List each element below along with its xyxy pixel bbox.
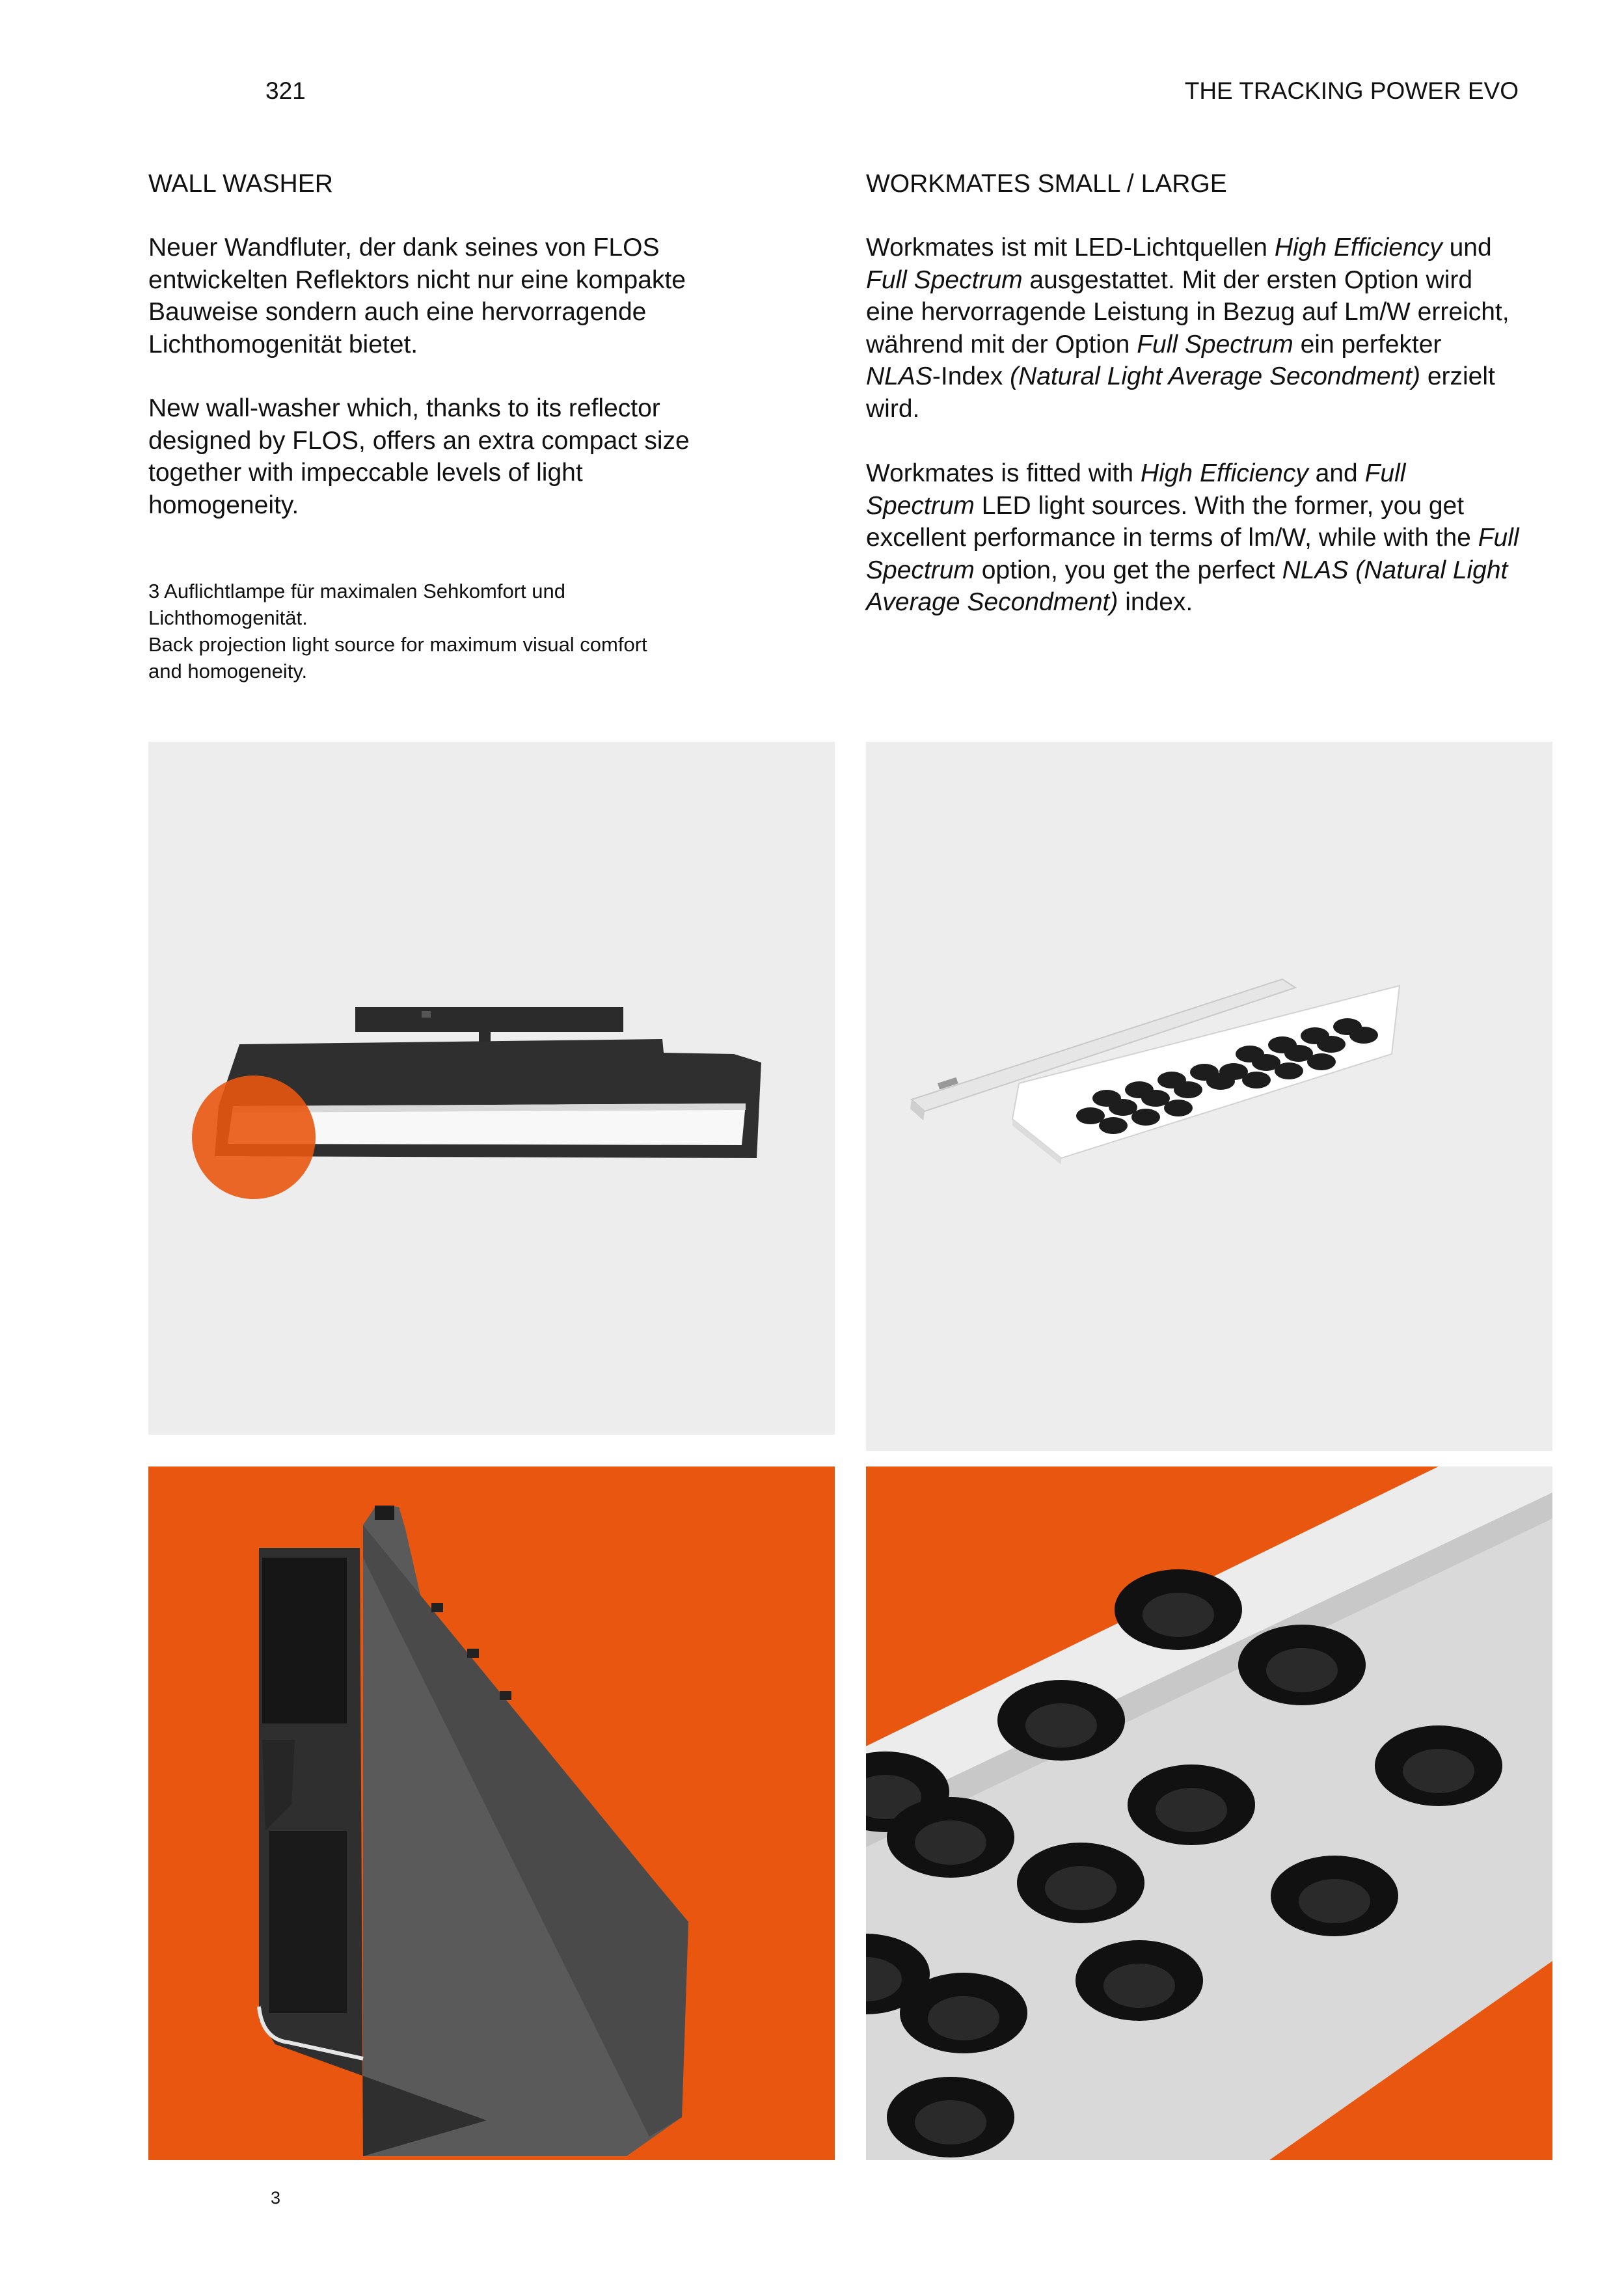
led-hole: [1174, 1081, 1202, 1098]
text-run: Workmates is fitted with: [866, 459, 1141, 487]
wall-washer-english-text: [148, 392, 701, 521]
wall-washer-illustration: [148, 742, 835, 1435]
caption-german: 3 Auflichtlampe für maximalen Sehkomfort und Lichthomogenität.: [148, 580, 565, 629]
led-lens: [1045, 1866, 1116, 1910]
text-run: NLAS (Natural Light Average Secondment): [866, 556, 1508, 616]
led-hole: [1164, 1100, 1193, 1116]
led-hole: [1275, 1062, 1303, 1079]
text-run: (Natural Light Average Secondment): [1010, 362, 1420, 390]
german-paragraph: Neuer Wandfluter, der dank seines von FLOS entwickelten Reflektors nicht nur eine kompakte Bauweise sondern auch eine hervorragende Lichthomogenität bietet.: [148, 234, 686, 358]
led-lens: [928, 1996, 999, 2040]
text-run: LED light sources. With the former, you get excellent performance in terms of lm/W, while with the: [866, 491, 1478, 552]
led-lens: [1156, 1788, 1227, 1832]
wall-washer-title: WALL WASHER: [148, 170, 333, 198]
led-lens: [1143, 1593, 1214, 1637]
workmates-photo: [866, 742, 1552, 1451]
workmates-german-text: [866, 232, 1520, 425]
closeup-illustration: [866, 1467, 1552, 2160]
led-lens: [915, 2100, 986, 2144]
led-lens: [1025, 1703, 1097, 1748]
workmates-title: WORKMATES SMALL / LARGE: [866, 170, 1227, 198]
text-run: High Efficiency: [1274, 234, 1442, 262]
text-run: option, you get the perfect: [974, 556, 1282, 584]
led-lens: [1103, 1964, 1175, 2008]
text-run: erzielt wird.: [866, 362, 1495, 423]
led-lens: [1299, 1879, 1370, 1923]
wall-washer-caption: [148, 578, 656, 684]
led-hole: [1349, 1027, 1378, 1044]
text-run: High Efficiency: [1140, 459, 1308, 487]
text-run: -Index: [932, 362, 1010, 390]
workmates-english-paragraph: [866, 457, 1520, 619]
text-run: Full Spectrum: [866, 265, 1023, 294]
section-illustration: [148, 1467, 835, 2160]
workmates-german-paragraph: [866, 232, 1520, 425]
section-title: THE TRACKING POWER EVO: [1184, 77, 1519, 104]
text-run: Full Spectrum: [866, 459, 1406, 520]
led-lens: [1266, 1648, 1338, 1692]
led-hole: [1317, 1036, 1346, 1053]
led-lens: [915, 1820, 986, 1865]
led-hole: [1307, 1053, 1336, 1070]
text-run: Full Spectrum: [866, 524, 1519, 584]
workmates-illustration: [866, 742, 1552, 1451]
text-run: Workmates ist mit LED-Lichtquellen: [866, 234, 1275, 262]
workmates-closeup-photo: [866, 1467, 1552, 2160]
text-run: NLAS: [866, 362, 932, 390]
text-run: ausgestattet. Mit der ersten Option wird eine hervorragende Leistung in Bezug auf Lm/W erreicht, während mit der Option: [866, 265, 1509, 358]
page-number: 321: [265, 77, 306, 104]
text-run: ein perfekter: [1293, 330, 1442, 358]
text-run: Full Spectrum: [1137, 330, 1293, 358]
wall-washer-section-photo: [148, 1467, 835, 2160]
text-run: und: [1442, 234, 1492, 262]
wall-washer-photo: [148, 742, 835, 1435]
led-hole: [1131, 1109, 1160, 1126]
callout-number: 3: [271, 2188, 281, 2208]
workmates-english-text: [866, 457, 1520, 619]
caption-english: Back projection light source for maximum visual comfort and homogeneity.: [148, 633, 647, 683]
callout-circle: [192, 1075, 316, 1199]
english-paragraph: New wall-washer which, thanks to its reflector designed by FLOS, offers an extra compact size together with impeccable levels of light homogeneity.: [148, 394, 690, 519]
led-hole: [1242, 1072, 1271, 1088]
wall-washer-german-text: [148, 232, 701, 360]
led-lens: [1403, 1749, 1474, 1793]
text-run: and: [1308, 459, 1365, 487]
led-hole: [1099, 1117, 1128, 1134]
text-run: index.: [1118, 588, 1193, 616]
